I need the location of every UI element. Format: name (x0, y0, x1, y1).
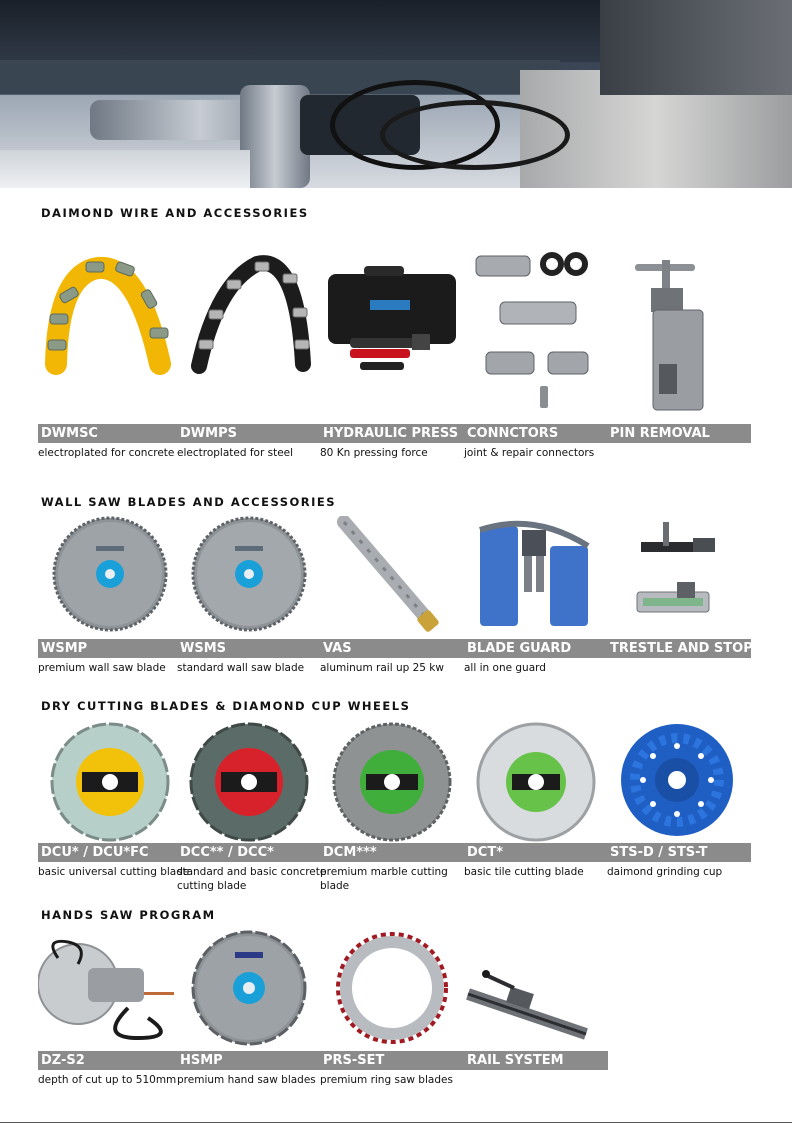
aluminum-rail-image (320, 516, 464, 640)
product-name-label: DCC** / DCC* (177, 843, 321, 862)
product-name-label: HSMP (177, 1051, 321, 1070)
wall-saw-blade-image (38, 516, 182, 640)
product-description: joint & repair connectors (464, 447, 595, 459)
black-diamond-wire-image (177, 244, 321, 424)
dry-cutting-blade-yellow-image (38, 720, 182, 844)
product-description: electroplated for concrete (38, 447, 175, 459)
section-title-diamond-wire: DAIMOND WIRE AND ACCESSORIES (41, 206, 309, 220)
product-description: standard and basic concrete cutting blade (177, 866, 327, 892)
product-description: daimond grinding cup (607, 866, 723, 878)
section-title-hand-saw: HANDS SAW PROGRAM (41, 908, 216, 922)
product-description: premium hand saw blades (177, 1074, 316, 1086)
product-name-label: TRESTLE AND STOPER (607, 639, 751, 658)
trestle-and-stopper-image (607, 516, 751, 640)
product-name-label: PIN REMOVAL (607, 424, 751, 443)
wire-connectors-image (464, 244, 608, 424)
header-banner-photo (0, 0, 792, 188)
product-name-label: DCU* / DCU*FC (38, 843, 182, 862)
product-name-label: DZ-S2 (38, 1051, 182, 1070)
section-title-dry-cutting: DRY CUTTING BLADES & DIAMOND CUP WHEELS (41, 699, 411, 713)
wall-saw-blade-image (177, 516, 321, 640)
product-description: 80 Kn pressing force (320, 447, 428, 459)
product-name-label: STS-D / STS-T (607, 843, 751, 862)
hand-saw-blade-image (177, 928, 321, 1052)
blade-guard-image (464, 516, 608, 640)
diamond-cup-wheel-image (607, 720, 751, 844)
page-bottom-rule (0, 1122, 792, 1123)
section-title-wall-saw: WALL SAW BLADES AND ACCESSORIES (41, 495, 337, 509)
product-name-label: HYDRAULIC PRESS (320, 424, 464, 443)
product-description: basic universal cutting blade (38, 866, 190, 878)
product-description: standard wall saw blade (177, 662, 305, 674)
product-description: premium marble cutting blade (320, 866, 448, 892)
product-description: premium ring saw blades (320, 1074, 453, 1086)
rail-system-image (464, 928, 608, 1052)
product-description: all in one guard (464, 662, 546, 674)
product-name-label: VAS (320, 639, 464, 658)
dry-cutting-blade-red-image (177, 720, 321, 844)
product-name-label: BLADE GUARD (464, 639, 608, 658)
product-name-label: DWMSC (38, 424, 182, 443)
pin-removal-tool-image (607, 244, 751, 424)
dry-cutting-blade-green-image (320, 720, 464, 844)
hand-saw-machine-image (38, 928, 182, 1052)
ring-saw-blade-image (320, 928, 464, 1052)
product-name-label: PRS-SET (320, 1051, 464, 1070)
product-name-label: DCM*** (320, 843, 464, 862)
hydraulic-press-case-image (320, 244, 464, 424)
product-name-label: DCT* (464, 843, 608, 862)
product-name-label: CONNCTORS (464, 424, 608, 443)
product-description: aluminum rail up 25 kw (320, 662, 444, 674)
product-name-label: RAIL SYSTEM (464, 1051, 608, 1070)
yellow-diamond-wire-image (38, 244, 182, 424)
tile-cutting-blade-image (464, 720, 608, 844)
product-name-label: WSMS (177, 639, 321, 658)
product-description: depth of cut up to 510mm (38, 1074, 177, 1086)
product-description: basic tile cutting blade (464, 866, 584, 878)
product-description: electroplated for steel (177, 447, 294, 459)
product-name-label: WSMP (38, 639, 182, 658)
product-description: premium wall saw blade (38, 662, 166, 674)
product-name-label: DWMPS (177, 424, 321, 443)
